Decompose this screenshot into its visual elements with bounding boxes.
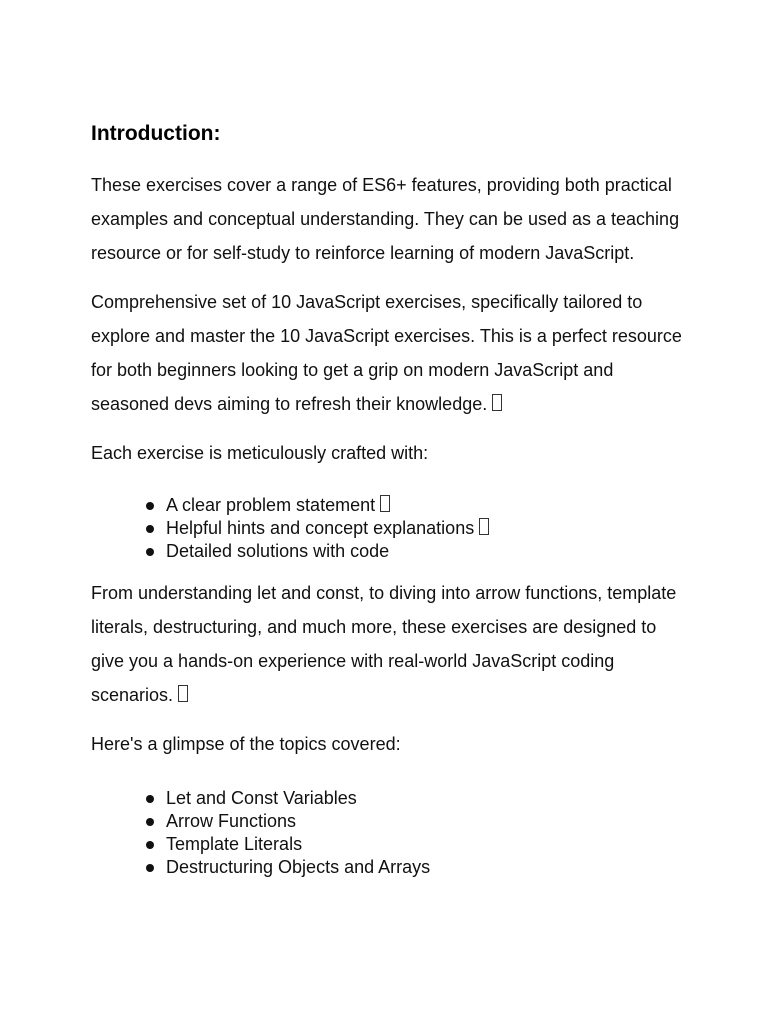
intro-paragraph xyxy=(91,168,691,270)
bullet-icon xyxy=(146,818,154,826)
bullet-icon xyxy=(146,502,154,510)
topics-intro xyxy=(91,727,691,761)
document-body xyxy=(91,118,691,892)
section-heading: Introduction: xyxy=(91,122,221,145)
emoji-glyph-icon xyxy=(492,394,502,411)
exercise-features-intro-text: Each exercise is meticulously crafted with: xyxy=(91,443,429,463)
emoji-glyph-icon xyxy=(178,685,188,702)
bullet-icon xyxy=(146,548,154,556)
topics-description-text: From understanding let and const, to diving into arrow functions, template literals, destructuring, and much more, these exercises are designed to give you a hands-on experience with real-world JavaScript coding scenarios. xyxy=(91,583,677,705)
emoji-glyph-icon xyxy=(380,495,390,512)
list-item xyxy=(146,517,691,540)
list-item xyxy=(146,540,691,563)
bullet-icon xyxy=(146,864,154,872)
list-item xyxy=(146,856,691,879)
list-item-text: Detailed solutions with code xyxy=(166,541,390,561)
topics-description-paragraph xyxy=(91,576,691,712)
list-item xyxy=(146,810,691,833)
exercise-features-list xyxy=(91,494,691,563)
list-item-text: Template Literals xyxy=(166,834,303,854)
list-item-text: Let and Const Variables xyxy=(166,788,357,808)
list-item xyxy=(146,833,691,856)
topics-intro-text: Here's a glimpse of the topics covered: xyxy=(91,734,401,754)
emoji-glyph-icon xyxy=(479,518,489,535)
list-item-text: Destructuring Objects and Arrays xyxy=(166,857,431,877)
list-item xyxy=(146,494,691,517)
bullet-icon xyxy=(146,795,154,803)
topics-list xyxy=(91,787,691,879)
bullet-icon xyxy=(146,841,154,849)
list-item-text: Arrow Functions xyxy=(166,811,297,831)
list-item-text: Helpful hints and concept explanations xyxy=(166,518,475,538)
overview-paragraph-text: Comprehensive set of 10 JavaScript exercises, specifically tailored to explore and master the 10 JavaScript exercises. This is a perfect resource for both beginners looking to get a grip on modern JavaScript and seasoned devs aiming to refresh their knowledge. xyxy=(91,292,682,414)
list-item xyxy=(146,787,691,810)
overview-paragraph xyxy=(91,285,691,421)
bullet-icon xyxy=(146,525,154,533)
intro-paragraph-text: These exercises cover a range of ES6+ features, providing both practical examples and conceptual understanding. They can be used as a teaching resource or for self-study to reinforce learning of modern JavaScript. xyxy=(91,175,680,263)
list-item-text: A clear problem statement xyxy=(166,495,376,515)
exercise-features-intro xyxy=(91,436,691,470)
